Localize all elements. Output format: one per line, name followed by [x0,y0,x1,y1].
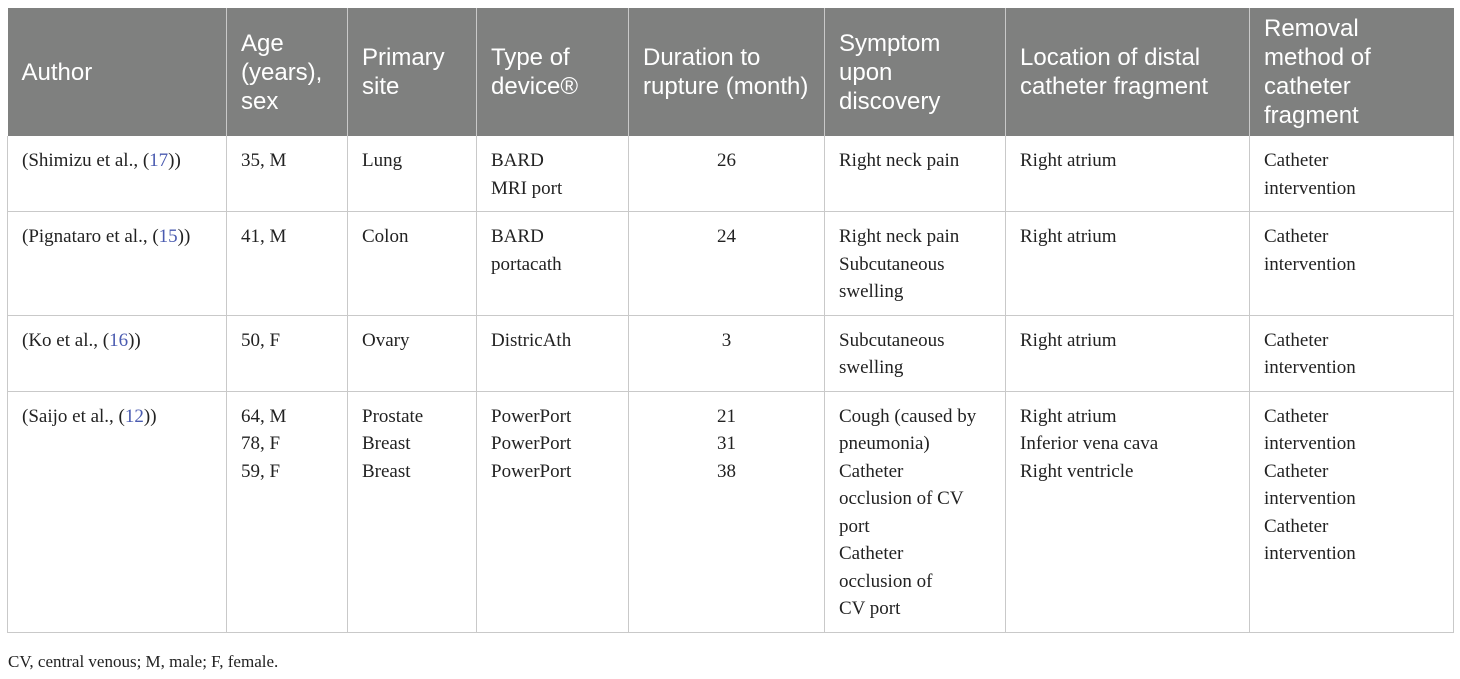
cell-age-sex: 50, F [227,315,348,391]
header-symptom: Symptom upon discovery [825,8,1006,136]
cell-primary-site: Ovary [348,315,477,391]
table-footnote: CV, central venous; M, male; F, female. [8,652,279,671]
header-author: Author [8,8,227,136]
header-row [8,8,1454,136]
header-location: Location of distal catheter fragment [1006,8,1250,136]
cell-location: Right atrium Inferior vena cava Right ventricle [1006,391,1250,632]
cell-primary-site: Lung [348,136,477,212]
table-row [8,212,1454,316]
author-text-end: )) [168,150,181,171]
cell-author [8,315,227,391]
cell-removal: Catheter intervention [1250,315,1454,391]
case-table [7,8,1454,633]
reference-link[interactable]: 16 [109,329,129,351]
cell-removal: Catheter intervention [1250,212,1454,316]
cell-removal: Catheter intervention [1250,136,1454,212]
cell-device: DistricAth [477,315,629,391]
cell-age-sex: 41, M [227,212,348,316]
cell-location: Right atrium [1006,212,1250,316]
cell-author [8,212,227,316]
cell-device: PowerPort PowerPort PowerPort [477,391,629,632]
cell-device: BARD MRI port [477,136,629,212]
reference-link[interactable]: 17 [149,150,169,171]
cell-primary-site: Prostate Breast Breast [348,391,477,632]
author-text: (Saijo et al., ( [22,405,125,427]
cell-symptom: Cough (caused by pneumonia) Catheter occlusion of CV port Catheter occlusion of CV port [825,391,1006,632]
author-text-end: )) [128,329,141,351]
author-text: (Ko et al., ( [22,329,110,351]
cell-age-sex: 35, M [227,136,348,212]
reference-link[interactable]: 15 [158,226,178,247]
header-device: Type of device® [477,8,629,136]
cell-device: BARD portacath [477,212,629,316]
cell-author [8,136,227,212]
author-text-end: )) [143,405,157,427]
author-text: (Shimizu et al., ( [22,150,150,171]
cell-duration: 24 [629,212,825,316]
author-text-end: )) [177,226,191,247]
cell-age-sex: 64, M 78, F 59, F [227,391,348,632]
cell-symptom: Right neck pain Subcutaneous swelling [825,212,1006,316]
cell-location: Right atrium [1006,136,1250,212]
table-container [7,8,1453,633]
reference-link[interactable]: 12 [124,405,144,427]
header-primary-site: Primary site [348,8,477,136]
cell-removal: Catheter intervention Catheter intervention Catheter intervention [1250,391,1454,632]
cell-primary-site: Colon [348,212,477,316]
cell-symptom: Subcutaneous swelling [825,315,1006,391]
cell-duration: 21 31 38 [629,391,825,632]
header-duration: Duration to rupture (month) [629,8,825,136]
cell-location: Right atrium [1006,315,1250,391]
cell-author [8,391,227,632]
cell-duration: 3 [629,315,825,391]
author-text: (Pignataro et al., ( [22,226,159,247]
cell-duration: 26 [629,136,825,212]
header-removal: Removal method of catheter fragment [1250,8,1454,136]
table-row [8,391,1454,632]
cell-symptom: Right neck pain [825,136,1006,212]
table-row [8,136,1454,212]
header-age-sex: Age (years), sex [227,8,348,136]
table-row [8,315,1454,391]
